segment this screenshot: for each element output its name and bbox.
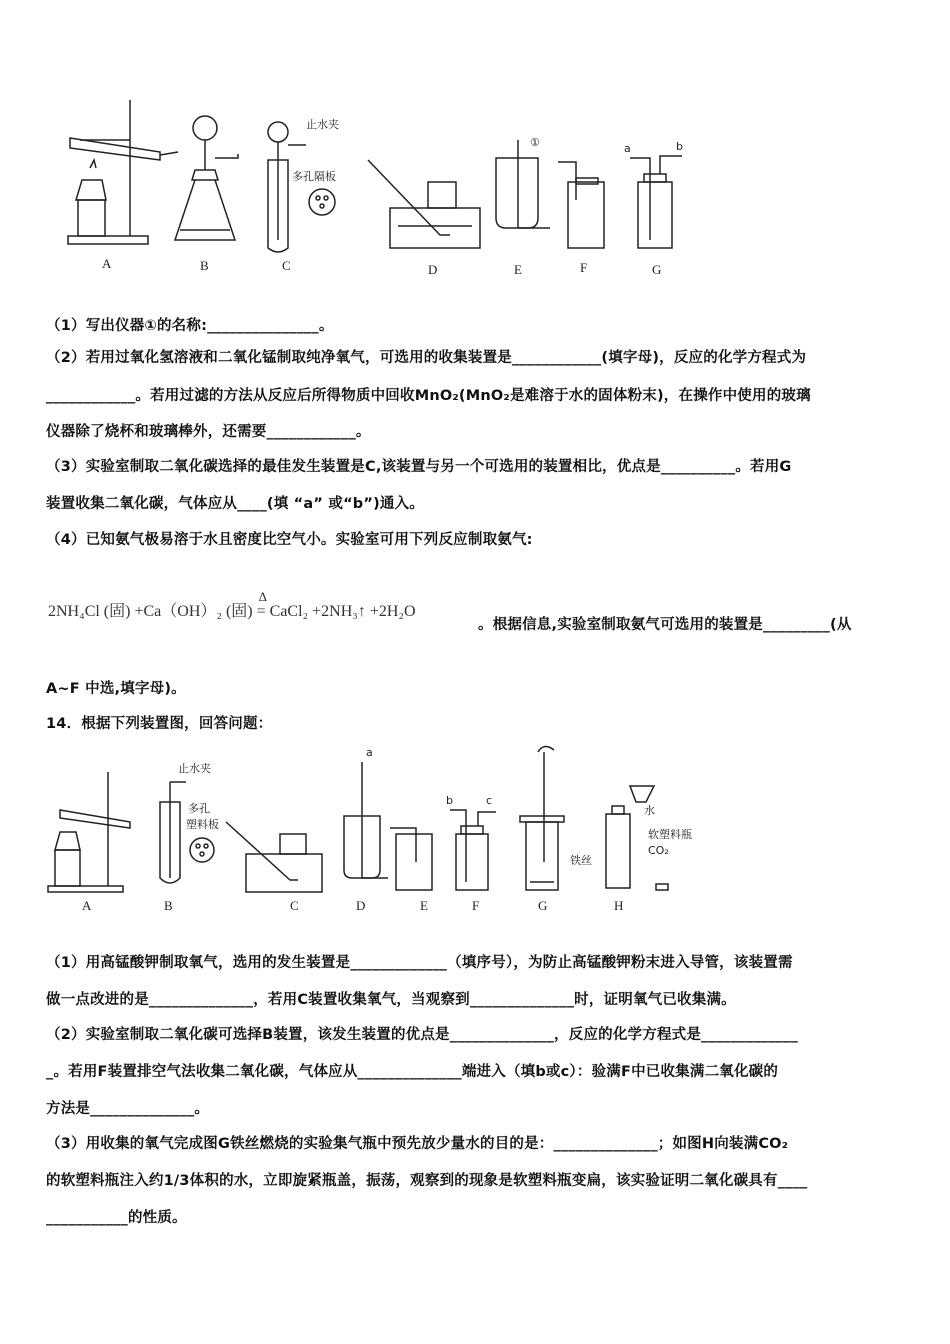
q13-part3-line2: 装置收集二氧化碳，气体应从____(填 “a” 或“b”)通入。 <box>46 496 425 512</box>
fig1-port-a: a <box>624 142 631 155</box>
apparatus-e-drawing <box>496 140 550 228</box>
fig2-label-b: B <box>164 898 173 913</box>
apparatus-2a-drawing <box>48 772 130 892</box>
q14-part3-line2: 的软塑料瓶注入约1/3体积的水，立即旋紧瓶盖，振荡，观察到的现象是软塑料瓶变扁，该实验证明二氧化碳具有____ <box>46 1173 808 1189</box>
q13-part3-line1: （3）实验室制取二氧化碳选择的最佳发生装置是C,该装置与另一个可选用的装置相比，优点是__________。若用G <box>46 459 792 475</box>
q14-part2-line3: 方法是______________。 <box>46 1101 210 1117</box>
q13-part2-line1: （2）若用过氧化氢溶液和二氧化锰制取纯净氧气，可选用的收集装置是____________(填字母)，反应的化学方程式为 <box>46 350 807 366</box>
fig1-label-a: A <box>102 256 112 271</box>
q14-part1-line1: （1）用高锰酸钾制取氧气，选用的发生装置是_____________（填序号），为防止高锰酸钾粉末进入导管，该装置需 <box>46 955 793 971</box>
apparatus-figure-1 <box>60 100 780 280</box>
q13-part4-line2: 。根据信息,实验室制取氨气可选用的装置是_________(从 <box>478 617 852 633</box>
fig1-label-b: B <box>200 258 209 273</box>
q14-title: 14．根据下列装置图，回答问题： <box>46 716 273 732</box>
fig1-port-b: b <box>676 140 683 153</box>
fig1-label-g: G <box>652 262 662 277</box>
fig1-porous-label: 多孔隔板 <box>292 170 336 183</box>
apparatus-2e-drawing <box>390 828 432 890</box>
q13-part1: （1）写出仪器①的名称:_______________。 <box>46 318 334 334</box>
fig2-label-a: A <box>82 898 92 913</box>
fig2-port-b: b <box>446 794 453 807</box>
fig2-bottle-label: 软塑料瓶 <box>648 828 692 841</box>
apparatus-g-drawing <box>630 156 682 248</box>
fig2-wire-label: 铁丝 <box>570 854 592 867</box>
apparatus-2b-drawing <box>160 782 214 883</box>
fig1-label-d: D <box>428 262 438 277</box>
equation-condition: Δ <box>258 589 267 604</box>
fig2-port-a: a <box>366 746 373 759</box>
equation-reactant-2: +Ca（OH）₂ (固) <box>134 603 253 620</box>
fig1-label-c: C <box>282 258 291 273</box>
fig2-water-label: 水 <box>644 804 655 817</box>
fig2-label-h: H <box>614 898 624 913</box>
fig2-porous-label-2: 塑料板 <box>186 818 219 831</box>
q13-part2-line2: ____________。若用过滤的方法从反应后所得物质中回收MnO₂(MnO₂是难溶于水的固体粉末)，在操作中使用的玻璃 <box>46 388 811 404</box>
q14-part3-line3: ___________的性质。 <box>46 1210 187 1226</box>
q14-part1-line2: 做一点改进的是______________，若用C装置收集氧气，当观察到______________时，证明氧气已收集满。 <box>46 992 736 1008</box>
fig1-clamp-label: 止水夹 <box>306 118 339 131</box>
ammonia-equation: 2NH₄Cl (固) +Ca（OH）₂ (固) Δ = CaCl₂ +2NH₃↑ +2H₂O <box>48 589 416 620</box>
apparatus-f-drawing <box>558 162 604 248</box>
equation-products: CaCl₂ +2NH₃↑ +2H₂O <box>269 603 416 620</box>
fig1-label-f: F <box>580 260 588 275</box>
apparatus-d-drawing <box>368 160 480 248</box>
fig2-porous-label-1: 多孔 <box>188 802 210 815</box>
fig1-marker: ① <box>530 136 540 149</box>
fig2-label-f: F <box>472 898 480 913</box>
apparatus-figure-2 <box>40 742 720 917</box>
fig2-label-g: G <box>538 898 548 913</box>
q14-part2-line1: （2）实验室制取二氧化碳可选择B装置，该发生装置的优点是______________，反应的化学方程式是_____________ <box>46 1027 798 1043</box>
equation-reactant-1: 2NH₄Cl (固) <box>48 603 131 620</box>
fig2-clamp-label: 止水夹 <box>178 762 211 775</box>
fig2-label-d: D <box>356 898 366 913</box>
apparatus-b-drawing <box>175 116 238 240</box>
apparatus-2c-drawing <box>226 822 322 892</box>
fig2-co2-label: CO₂ <box>648 844 669 857</box>
apparatus-2f-drawing <box>450 810 496 890</box>
apparatus-c-drawing <box>268 122 335 252</box>
q13-part4-line1: （4）已知氨气极易溶于水且密度比空气小。实验室可用下列反应制取氨气: <box>46 532 533 548</box>
apparatus-2g-drawing <box>520 746 564 890</box>
apparatus-2d-drawing <box>344 762 388 878</box>
fig1-label-e: E <box>514 262 522 277</box>
fig2-label-e: E <box>420 898 428 913</box>
apparatus-a-drawing <box>68 100 178 244</box>
fig2-port-c: c <box>486 794 493 807</box>
fig2-label-c: C <box>290 898 299 913</box>
q14-part2-line2: _。若用F装置排空气法收集二氧化碳，气体应从______________端进入（填b或c）：验满F中已收集满二氧化碳的 <box>46 1064 779 1080</box>
q13-part4-line3: A~F 中选,填字母)。 <box>46 681 186 697</box>
q13-part2-line3: 仪器除了烧杯和玻璃棒外，还需要____________。 <box>46 424 371 440</box>
q14-part3-line1: （3）用收集的氧气完成图G铁丝燃烧的实验集气瓶中预先放少量水的目的是：______________；如图H向装满CO₂ <box>46 1136 789 1152</box>
